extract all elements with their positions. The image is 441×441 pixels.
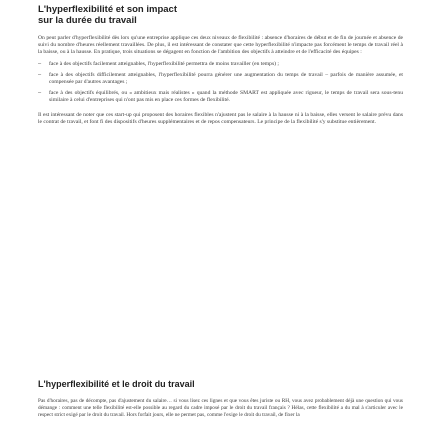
- section-hyperflexibility-impact: [38, 4, 403, 126]
- bullet-dash-icon: –: [38, 60, 42, 67]
- section-title-line2: sur la durée du travail: [38, 15, 137, 26]
- intro-paragraph: On peut parler d'hyperflexibilité dès lors qu'une entreprise applique ces deux niveaux de flexibilité : absence d'horaires de début et de fin de journée et absence de suivi du nombre d'heures réellement travaillées. De plus, il est intéressant de constater que cette hyperflexibilité n'impacte pas forcément le temps de travail réel à la baisse, ou à la hausse. En pratique, trois situations se dégagent en fonction de l'ambition des objectifs à atteindre et de l'efficacité des équipes :: [38, 35, 403, 56]
- bullet-dash-icon: –: [38, 71, 42, 78]
- list-item: [38, 61, 403, 68]
- section-title: L'hyperflexibilité et le droit du travail: [38, 379, 195, 389]
- list-item-text: face à des objectifs facilement atteignables, l'hyperflexibilité permettra de moins travailler (en temps) ;: [49, 60, 279, 67]
- list-item-text: face à des objectifs difficilement atteignables, l'hyperflexibilité pourra générer une augmentation du temps de travail – parfois de manière assumée, et compensée par d'autres avantages ;: [49, 71, 403, 86]
- list-item: [38, 90, 403, 104]
- labor-law-paragraph: Pas d'horaires, pas de décompte, pas d'ajustement du salaire… si vous lisez ces lignes et que vous êtes juriste ou RH, vous avez probablement déjà une question qui vous démange : comment une telle flexibilité est-elle possible au regard du cadre imposé par le droit du travail français ? Hélas, cette flexibilité a du mal à s'articuler avec le respect strict exigé par le droit du travail. Hors forfait jours, elle ne permet pas, comme l'exige le droit du travail, de fixer la: [38, 398, 403, 418]
- section-title: [38, 4, 403, 26]
- bullet-dash-icon: –: [38, 90, 42, 97]
- list-item-text: face à des objectifs équilibrés, ou « ambitieux mais réalistes » quand la méthode SMART est appliquée avec rigueur, le temps de travail sera sous-tenu similaire à celui d'entreprises qui n'ont pas mis en place ces formes de flexibilité.: [49, 90, 403, 104]
- section-labor-law: [38, 379, 403, 419]
- salary-paragraph: Il est intéressant de noter que ces start-up qui proposent des horaires flexibles n'ajustent pas le salaire à la hausse ni à la baisse, elles versent le salaire prévu dans le contrat de travail, et font fi des dispositifs d'heures supplémentaires et de repos compensateurs. Le principe de la flexibilité s'y substitue entièrement.: [38, 111, 403, 125]
- list-item: [38, 72, 403, 86]
- situations-list: [38, 61, 403, 105]
- section-title-line1: L'hyperflexibilité et son impact: [38, 4, 177, 15]
